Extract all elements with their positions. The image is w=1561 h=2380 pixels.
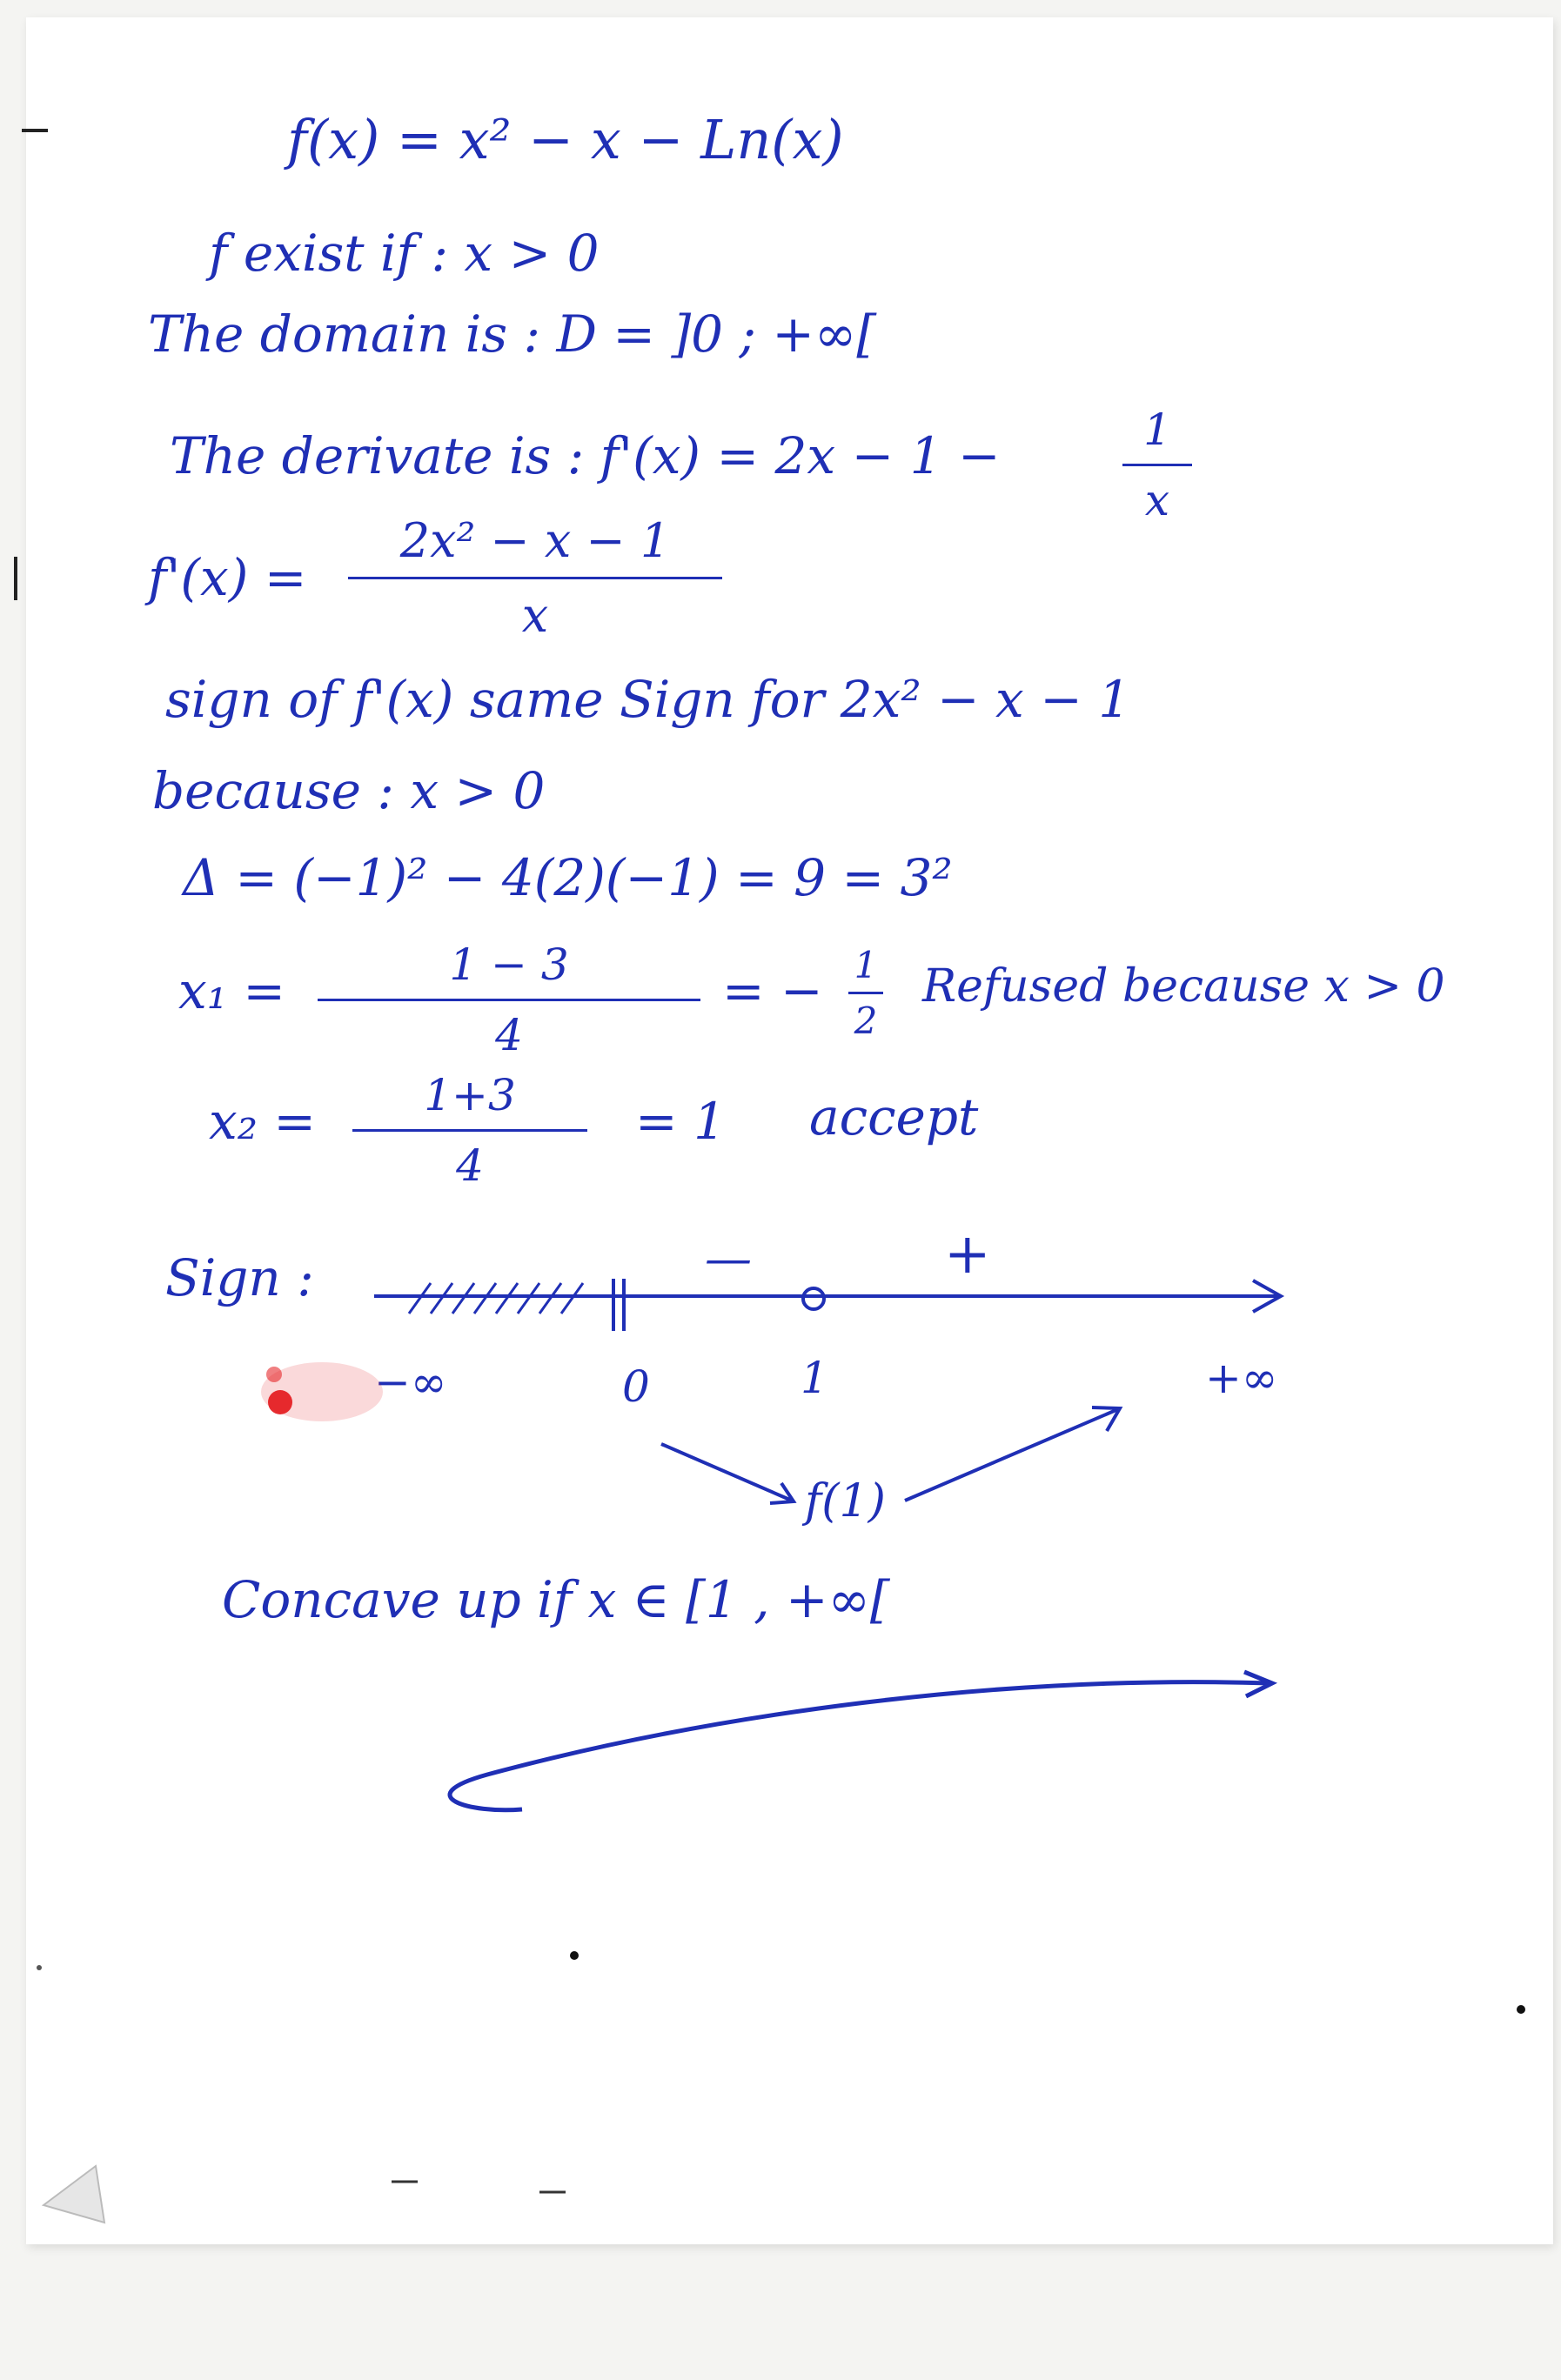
- tick-pos-infinity: +∞: [1205, 1353, 1278, 1403]
- increasing-arrow: [905, 1409, 1118, 1501]
- stray-dot: [570, 1951, 579, 1960]
- because-statement: because : x > 0: [152, 761, 546, 820]
- concavity-statement: Concave up if x ∈ [1 , +∞[: [222, 1570, 890, 1629]
- x2-note: accept: [809, 1087, 979, 1147]
- derivative-fraction-denominator: x: [1144, 475, 1170, 525]
- x1-lhs: x₁ =: [178, 961, 285, 1020]
- decreasing-arrow: [661, 1444, 792, 1501]
- x1-half-numerator: 1: [854, 944, 878, 986]
- sign-plus: +: [944, 1222, 991, 1287]
- domain-statement: The domain is : D = ]0 ; +∞[: [148, 304, 876, 364]
- red-ink-smudge: [261, 1362, 383, 1421]
- derivative-combined-numerator: 2x² − x − 1: [399, 513, 671, 568]
- excluded-region-hatching: [409, 1283, 583, 1314]
- concave-curve: [450, 1682, 1270, 1810]
- x2-result: = 1: [635, 1092, 726, 1151]
- delta-computation: Δ = (−1)² − 4(2)(−1) = 9 = 3²: [183, 848, 953, 907]
- x1-result: = −: [722, 961, 823, 1020]
- derivative-combined-denominator: x: [521, 588, 549, 643]
- tick-zero: 0: [622, 1361, 650, 1412]
- derivative-statement: The derivate is : f'(x) = 2x − 1 −: [170, 426, 1001, 485]
- root-marker: [803, 1288, 824, 1309]
- x2-lhs: x₂ =: [209, 1092, 316, 1151]
- existence-condition: f exist if : x > 0: [209, 224, 600, 283]
- tick-neg-infinity: −∞: [374, 1357, 447, 1407]
- stray-dot: [1517, 2005, 1525, 2014]
- tick-one: 1: [801, 1353, 828, 1403]
- x2-denominator: 4: [456, 1140, 484, 1191]
- folded-corner: [44, 2166, 104, 2223]
- sign-minus: —: [705, 1231, 752, 1286]
- sign-label: Sign :: [165, 1248, 314, 1307]
- x1-denominator: 4: [495, 1010, 523, 1060]
- derivative-fraction-numerator: 1: [1143, 404, 1171, 455]
- derivative-combined-lhs: f'(x) =: [148, 548, 307, 607]
- x1-half-denominator: 2: [854, 999, 878, 1042]
- stray-dot: [37, 1965, 42, 1970]
- sign-statement: sign of f'(x) same Sign for 2x² − x − 1: [165, 670, 1131, 729]
- function-definition: f(x) = x² − x − Ln(x): [287, 108, 844, 171]
- x2-numerator: 1+3: [424, 1070, 516, 1120]
- x1-note: Refused because x > 0: [922, 960, 1445, 1013]
- minimum-value: f(1): [805, 1475, 886, 1528]
- x1-numerator: 1 − 3: [449, 939, 569, 990]
